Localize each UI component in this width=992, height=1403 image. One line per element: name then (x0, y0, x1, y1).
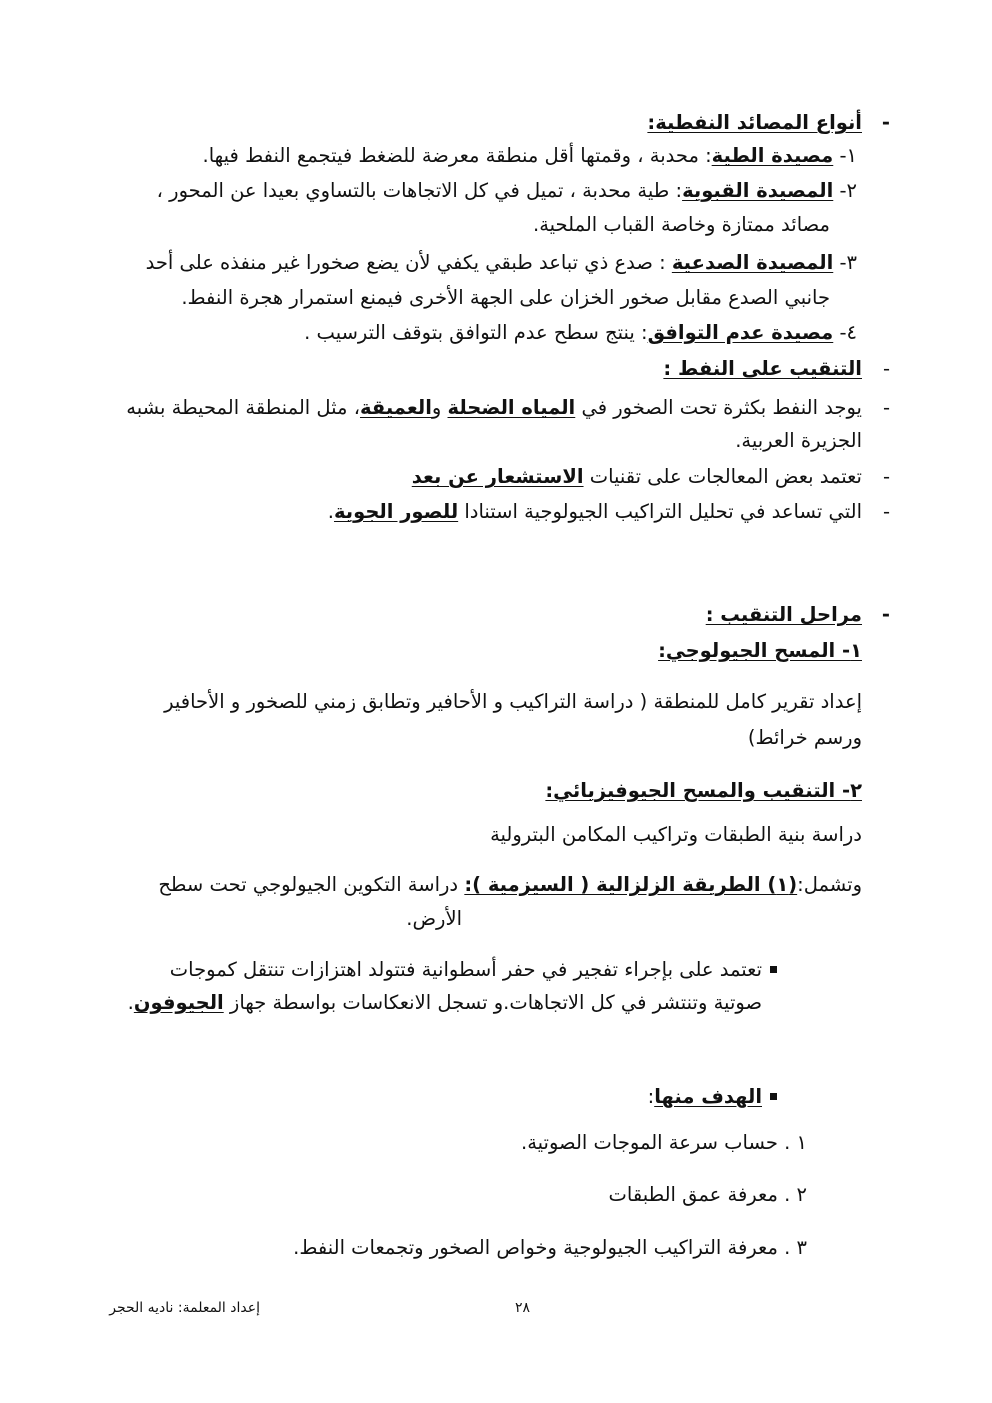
text-run: تعتمد بعض المعالجات على تقنيات (583, 465, 862, 488)
bullet-text (412, 462, 862, 492)
bullet-dash: - (881, 603, 890, 626)
list-item-fault-trap (146, 248, 857, 278)
text-run: صوتية وتنتشر في كل الاتجاهات.و تسجل الانعكاسات بواسطة جهاز (223, 991, 762, 1014)
paragraph-continuation: ورسم خرائط) (747, 726, 862, 749)
item-number: ١- (839, 144, 857, 167)
item-text: : ينتج سطح عدم التوافق بتوقف الترسيب . (304, 321, 648, 344)
text-run: يوجد النفط بكثرة تحت الصخور في (575, 396, 862, 419)
paragraph: إعداد تقرير كامل للمنطقة ( دراسة التراكيب و الأحافير وتطابق زمني للصخور و الأحافير (164, 690, 862, 713)
bullet-text (126, 393, 862, 423)
section-heading-exploration: التنقيب على النفط : (663, 357, 862, 380)
bullet-text (128, 988, 762, 1018)
bullet-text: تعتمد على بإجراء تفجير في حفر أسطوانية فتتولد اهتزازات تنتقل كموجات (169, 958, 762, 981)
item-text: : طية محدبة ، تميل في كل الاتجاهات بالتساوي بعيدا عن المحور ، (156, 179, 683, 202)
bullet-dash: - (882, 500, 890, 523)
paragraph-continuation: الأرض. (406, 907, 462, 930)
bullet-dash: - (882, 357, 890, 380)
square-bullet-icon (770, 966, 777, 973)
emphasis: العميقة (359, 396, 432, 419)
item-title: المصيدة الصدعية (671, 251, 834, 274)
square-bullet-icon (770, 1093, 777, 1100)
subheading-geological-survey: ١- المسح الجيولوجي: (658, 639, 862, 662)
item-number: ٣- (839, 251, 857, 274)
text-run: . (127, 991, 134, 1014)
item-text: : صدع ذي تباعد طبقي يكفي لأن يضع صخورا غير منفذه على أحد (145, 251, 672, 274)
page-number: ٢٨ (514, 1300, 530, 1316)
emphasis: الهدف منها (654, 1085, 762, 1108)
paragraph-includes (158, 870, 862, 900)
item-number: ٢- (839, 179, 857, 202)
bullet-dash: - (881, 111, 890, 134)
list-item-unconformity-trap (304, 318, 857, 348)
list-item-continuation: مصائد ممتازة وخاصة القباب الملحية. (533, 213, 830, 236)
bullet-continuation: الجزيرة العربية. (735, 429, 862, 452)
list-item-dome-trap (157, 176, 857, 206)
emphasis: للصور الجوية (333, 500, 459, 523)
item-number: ٤- (839, 321, 857, 344)
footer-author: إعداد المعلمة: ناديه الحجر (109, 1300, 260, 1316)
bullet-dash: - (882, 465, 890, 488)
emphasis: المياه الضحلة (447, 396, 576, 419)
paragraph: دراسة بنية الطبقات وتراكيب المكامن البترولية (490, 823, 862, 846)
section-heading-reservoirs: أنواع المصائد النفطية: (647, 111, 862, 134)
list-item-continuation: جانبي الصدع مقابل صخور الخزان على الجهة الأخرى فيمنع استمرار هجرة النفط. (181, 286, 830, 309)
item-title: مصيدة عدم التوافق (647, 321, 834, 344)
item-title: مصيدة الطية (711, 144, 834, 167)
goal-item: ١ . حساب سرعة الموجات الصوتية. (521, 1131, 807, 1154)
text-run: . (327, 500, 334, 523)
text-run: و (431, 396, 448, 419)
goal-item: ٢ . معرفة عمق الطبقات (608, 1183, 807, 1206)
item-text: : محدبة ، وقمتها أقل منطقة معرضة للضغط فيتجمع النفط فيها. (202, 144, 712, 167)
goal-heading (648, 1082, 762, 1112)
goal-item: ٣ . معرفة التراكيب الجيولوجية وخواص الصخور وتجمعات النفط. (293, 1236, 807, 1259)
section-heading-stages: مراحل التنقيب : (705, 603, 862, 626)
emphasis: الجيوفون (133, 991, 224, 1014)
bullet-dash: - (882, 396, 890, 419)
item-title: المصيدة القبوية (682, 179, 834, 202)
text-run: : (647, 1085, 655, 1108)
text-run: التي تساعد في تحليل التراكيب الجيولوجية استنادا (458, 500, 862, 523)
text-run: ، مثل المنطقة المحيطة بشبه (126, 396, 360, 419)
text-run: دراسة التكوين الجيولوجي تحت سطح (158, 873, 465, 896)
emphasis: الاستشعار عن بعد (411, 465, 584, 488)
list-item-fold-trap (203, 141, 857, 171)
emphasis: (١) الطريقة الزلزالية ( السيزمية ): (464, 873, 798, 896)
subheading-geophysical-survey: ٢- التنقيب والمسح الجيوفيزيائي: (545, 779, 862, 802)
text-run: وتشمل: (797, 873, 862, 896)
bullet-text (328, 497, 862, 527)
